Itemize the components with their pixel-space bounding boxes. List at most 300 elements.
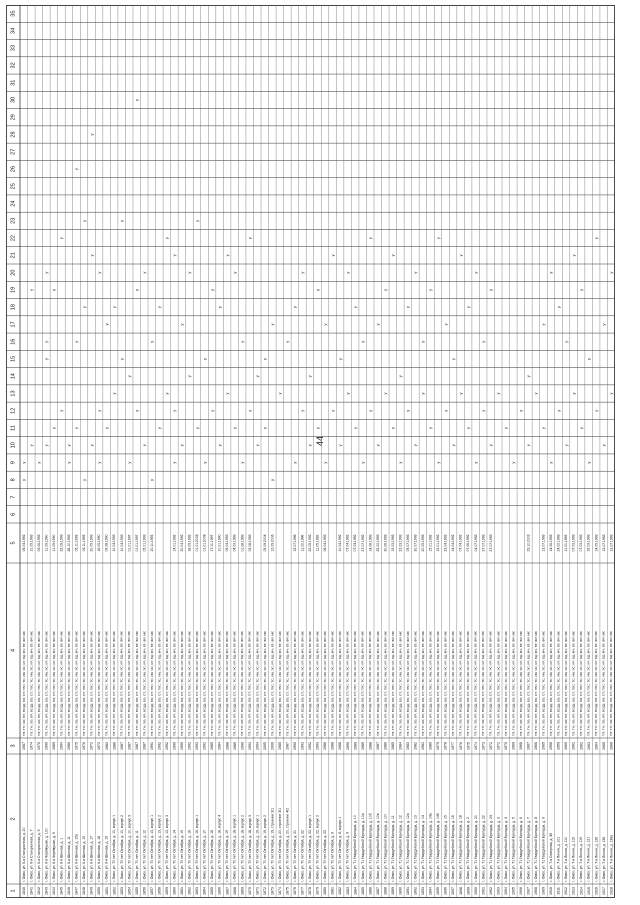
row-address: г. Омск, ул. 7-я Линия, д. 121 (586, 836, 591, 882)
row-mark: у (96, 461, 102, 464)
row-number: 1875 (285, 887, 290, 895)
row-number: 1878 (308, 887, 313, 895)
row-date: 30.07.1993 (413, 534, 418, 552)
row-date: 11.02.1996 (300, 534, 305, 552)
row-elements: ТП; ТН; ЭО; ВР; ВС(Д); ВО; СТ; ГВС; ТС; КМ; ЭС; КР; ВД; ФЧ; ВТ; ФР; МС (413, 630, 418, 736)
row-elements: ТП; ТН; ЭО; ВР; ВС(Д); ВО; СТ; ГВС; ТС; КМ; ЭС; КР; ВД; ФЧ; ВТ; ФР; МС (285, 630, 290, 736)
row-elements: ТП; ТН; ЭО; ВР; ВС(Д); ВО; СТ; ГВС; ТС; КМ; ЭС; КР; ВД; ФЧ; ВТ; ФР; МС (149, 630, 154, 736)
row-mark: у (307, 375, 313, 378)
row-elements: ТП; ТН; ЭО; ВР; ВС(Д); ВО; СТ; ГВС; ТС; КМ; ЭС; КР; ВД; ФЧ; ВТ; ФР; МС (66, 630, 71, 736)
row-number: 1852 (112, 887, 117, 895)
row-date: 15.07.1996 (292, 534, 297, 552)
row-mark: у (81, 478, 87, 481)
row-number: 1910 (549, 887, 554, 895)
row-mark: у (126, 375, 132, 378)
row-number: 1904 (503, 887, 508, 895)
row-mark: у (314, 288, 320, 291)
row-mark: у (284, 340, 290, 343)
row-number: 1892 (413, 887, 418, 895)
row-address: г. Омск, ул. 71 Гвардейской Бригады, д. 12а (405, 813, 410, 882)
row-number: 1863 (195, 887, 200, 895)
row-date: 27.07.1993 (488, 534, 493, 552)
row-year: 1989 (52, 742, 57, 750)
row-mark: у (487, 288, 493, 291)
row-date: 01.01.1997 (127, 534, 132, 552)
row-elements: ТП; ТН; ЭО; ВР; ВС(Д); ВО; СТ; ГВС; ТС; КМ; ЭС; КР; ВД; ФЧ; ВТ; ФР; МС (564, 630, 569, 736)
row-address: г. Омск, ул. 70 лет Октября, д. 16 (187, 830, 192, 882)
row-mark: у (134, 98, 140, 101)
row-elements: ТП; ТН; ЭО; ВР; ВС(Д); ВО; СТ; ГВС; ТС; КМ; ЭС; КР; ВД; ФЧ; ВТ; ФР; МС (556, 630, 561, 736)
row-date: 09.08.1990 (104, 534, 109, 552)
row-number: 1885 (360, 887, 365, 895)
row-mark: у (367, 409, 373, 412)
row-mark: у (593, 237, 599, 240)
row-date: 30.06.1993 (383, 534, 388, 552)
row-year: 1990 (240, 742, 245, 750)
row-year: 1989 (353, 742, 358, 750)
row-number: 1895 (436, 887, 441, 895)
row-number: 1880 (323, 887, 328, 895)
row-number: 1908 (534, 887, 539, 895)
row-number: 1886 (368, 887, 373, 895)
row-elements: ТП; ТН; ЭО; ВР; ВС(Д); ВО; СТ; ГВС; ТС; КМ; ЭС; КР; ВД; ФЧ; ВТ; ФР; МС (112, 630, 117, 736)
row-number: 1858 (157, 887, 162, 895)
row-mark: у (495, 392, 501, 395)
row-number: 1859 (165, 887, 170, 895)
column-header-label: 3 (10, 744, 17, 748)
row-mark: у (179, 444, 185, 447)
row-mark: у (299, 271, 305, 274)
row-mark: у (435, 237, 441, 240)
row-mark: у (435, 461, 441, 464)
row-elements: ТП; ТН; ЭО; ВР; ВС(Д); ВО; СТ; ГВС; ТС; КМ; ЭС; КР; ВД; ФЧ; ВТ; ФР; МС (571, 630, 576, 736)
row-mark: у (472, 271, 478, 274)
column-header-label: 11 (10, 425, 17, 431)
row-address: г. Омск, ул. 71 Гвардейской Бригады, д. 4 (503, 817, 508, 882)
row-mark: у (201, 461, 207, 464)
row-number: 1907 (526, 887, 531, 895)
column-header-label: 33 (10, 45, 17, 52)
row-year: 1965 (541, 742, 546, 750)
row-address: г. Омск, ул. 71 Гвардейской Бригады, д. 16 (451, 815, 456, 882)
row-mark: у (405, 409, 411, 412)
row-year: 1973 (97, 742, 102, 750)
row-number: 1861 (180, 887, 185, 895)
row-date: 10.04.1993 (119, 534, 124, 552)
row-address: г. Омск, ул. 70 лет Октября, д. 6 (330, 832, 335, 882)
row-date: 24.02.1993 (556, 534, 561, 552)
row-elements: ТП; ТН; ЭО; ВР; ВС(Д); ВО; СТ; ГВС; ТС; КМ; ЭС; КР; ВД; ФЧ; ВТ; ФР; МС (270, 630, 275, 736)
row-mark: у (465, 306, 471, 309)
row-date: 14.06.1993 (549, 534, 554, 552)
row-mark: у (382, 288, 388, 291)
row-year: 1963 (586, 742, 591, 750)
row-number: 1898 (458, 887, 463, 895)
row-mark: у (412, 271, 418, 274)
row-year: 1990 (44, 742, 49, 750)
row-mark: у (141, 444, 147, 447)
row-mark: у (186, 375, 192, 378)
row-mark: у (81, 306, 87, 309)
row-address: г. Омск, ул. 70 лет Октября, д. 22 (300, 830, 305, 882)
row-mark: у (600, 323, 606, 326)
row-date: 15.01.1992 (436, 534, 441, 552)
row-date: 07.03.1993 (571, 534, 576, 552)
row-mark: у (103, 323, 109, 326)
row-year: 1962 (579, 742, 584, 750)
row-number: 1903 (496, 887, 501, 895)
row-elements: ТП; ТН; ЭО; ВР; ВС(Д); ВО; СТ; ГВС; ТС; КМ; ЭС; КР; ВД; ФЧ; ВТ; ФР; МС (541, 630, 546, 736)
row-elements: ТП; ТН; ЭО; ВР; ВС(Д); ВО; СТ; ГВС; ТС; КМ; ЭС; КР; ВД; ФЧ; ВТ; ФР; МС (420, 630, 425, 736)
row-mark: у (81, 219, 87, 222)
row-number: 1888 (383, 887, 388, 895)
row-number: 1871 (255, 887, 260, 895)
row-date: 07.04.1992 (458, 534, 463, 552)
column-header-label: 20 (10, 269, 17, 276)
row-year: 2004 (255, 742, 260, 750)
row-mark: у (563, 340, 569, 343)
row-mark: у (352, 306, 358, 309)
row-mark: у (585, 461, 591, 464)
row-number: 1891 (406, 887, 411, 895)
row-elements: ТП; ТН; ЭО; ВР; ВС(Д); ВО; СТ; ГВС; ТС; КМ; ЭС; КР; ВД; ФЧ; ВТ; ФР; МС (458, 630, 463, 736)
column-header-label: 25 (10, 183, 17, 190)
row-elements: ТП; ТН; ЭО; ВР; ВС(Д); ВО; СТ; ГВС; ТС; КМ; ЭС; КР; ВД; ФЧ; ВТ; ФР; МС (277, 630, 282, 736)
row-mark: у (73, 340, 79, 343)
column-header-label: 34 (10, 27, 17, 34)
row-year: 1992 (187, 742, 192, 750)
row-date: 10.01.1990 (217, 534, 222, 552)
row-mark: у (375, 323, 381, 326)
row-mark: у (608, 392, 614, 395)
row-mark: у (231, 427, 237, 430)
row-address: г. Омск, ул. 71 Гвардейской Бригады, д. 10в (375, 813, 380, 882)
row-elements: ТП; ТН; ЭО; ВР; ВС(Д); ВО; СТ; ГВС; ТС; КМ; ЭС; КР; ВД; ФЧ; ВТ; ФР; МС (330, 630, 335, 736)
row-date: 15.03.1993 (390, 534, 395, 552)
row-number: 1855 (134, 887, 139, 895)
row-address: г. Омск, ул. 70 лет Октября, д. 23 (323, 830, 328, 882)
row-address: г. Омск, ул. 71 Гвардейской Бригады, д. 15 (443, 815, 448, 882)
row-mark: у (359, 340, 365, 343)
row-mark: у (292, 306, 298, 309)
row-mark: у (246, 409, 252, 412)
row-number: 1847 (74, 887, 79, 895)
column-header-label: 18 (10, 304, 17, 311)
row-address: г. Омск, ул. 71 Гвардейской Бригады, д. 11 (390, 815, 395, 882)
row-year: 1991 (149, 742, 154, 750)
row-mark: у (344, 271, 350, 274)
row-year: 1990 (180, 742, 185, 750)
row-date: 22.05.1992 (308, 534, 313, 552)
row-address: г. Омск, ул. 6-я Шинная, д. 11 (67, 836, 72, 882)
row-address: г. Омск, ул. 7-я Линия, д. 136 (601, 836, 606, 882)
row-number: 1914 (579, 887, 584, 895)
row-address: г. Омск, ул. 71 Гвардейской Бригады, д. 3 (496, 817, 501, 882)
row-address: г. Омск, ул. 70 лет Октября, д. 18, корпус 1 (232, 814, 237, 882)
row-mark: у (262, 427, 268, 430)
row-mark: у (450, 444, 456, 447)
row-mark: у (194, 219, 200, 222)
row-elements: ТП; ТН; ЭО; ВР; ВС(Д); ВО; СТ; ГВС; ТС; КМ; ЭС; КР; ВД; ФЧ; ВТ; ФР; МС (338, 630, 343, 736)
column-header-label: 8 (10, 478, 17, 482)
row-date: 12.09.2006 (270, 534, 275, 552)
row-mark: у (277, 392, 283, 395)
row-mark: у (457, 392, 463, 395)
column-header-label: 23 (10, 217, 17, 224)
row-date: 07.03.1993 (579, 534, 584, 552)
row-address: г. Омск, ул. 71 Гвардейской Бригады, д. 14б (436, 813, 441, 882)
row-date: 17.11.1997 (210, 534, 215, 552)
row-date: 09.07.1993 (405, 534, 410, 552)
row-year: 1990 (172, 742, 177, 750)
row-address: г. Омск, ул. 71 Гвардейской Бригады, д. 22 (481, 815, 486, 882)
row-number: 1876 (293, 887, 298, 895)
row-date: 22.09.1993 (59, 534, 64, 552)
row-elements: ТП; ТН; ЭО; ВР; ВС(Д); ВО; СТ; ГВС; ТС; КМ; ЭС; КР; ВД; ФЧ; ВТ; ФР; МС (119, 630, 124, 736)
row-elements: ТП; ТН; ЭО; ВР; ВС(Д); ВО; СТ; ГВС; ТС; КМ; ЭС; КР; ВД; ФЧ; ВТ; ФР; МС (36, 630, 41, 736)
row-elements: ТП; ТН; ЭО; ВР; ВС(Д); ВО; СТ; ГВС; ТС; КМ; ЭС; КР; ВД; ФЧ; ВТ; ФР; МС (300, 630, 305, 736)
row-elements: ТП; ТН; ЭО; ВР; ВС(Д); ВО; СТ; ГВС; ТС; КМ; ЭС; КР; ВД; ФЧ; ВТ; ФР; МС (533, 630, 538, 736)
row-address: г. Омск, ул. 6-я Станционная, д. 5 (36, 829, 41, 882)
row-mark: у (593, 409, 599, 412)
row-date: 05.11.1993 (74, 534, 79, 552)
row-date: 11.01.1993 (564, 534, 569, 552)
row-address: г. Омск, ул. 71 Гвардейской Бригады, д. 9 (541, 817, 546, 882)
row-mark: у (21, 461, 27, 464)
row-elements: ТП; ТН; ЭО; ВР; ВС(Д); ВО; СТ; ГВС; ТС; КМ; ЭС; КР; ВД; ФЧ; ВТ; ФР; МС (195, 630, 200, 736)
row-number: 1873 (270, 887, 275, 895)
row-number: 1893 (421, 887, 426, 895)
row-date: 10.05.1993 (29, 534, 34, 552)
row-address: г. Омск, ул. 71 Гвардейской Бригады, д. 2 (466, 817, 471, 882)
row-mark: у (209, 409, 215, 412)
row-elements: ТП; ТН; ЭО; ВР; ВС(Д); ВО; СТ; ГВС; ТС; КМ; ЭС; КР; ВД; ФЧ; ВТ; ФР; МС (232, 630, 237, 736)
row-number: 1851 (104, 887, 109, 895)
row-number: 1906 (519, 887, 524, 895)
row-date: 09.04.1993 (225, 534, 230, 552)
row-year: 1966 (609, 742, 614, 750)
row-date: 16.05.1990 (97, 534, 102, 552)
row-mark: у (28, 444, 34, 447)
row-date: 20.05.1993 (421, 534, 426, 552)
row-address: г. Омск, ул. 70 лет Октября, д. 18, корпус 2 (240, 814, 245, 882)
row-year: 1985 (390, 742, 395, 750)
row-mark: у (224, 254, 230, 257)
column-header-label: 24 (10, 200, 17, 207)
row-year: 1978 (443, 742, 448, 750)
row-number: 1848 (82, 887, 87, 895)
row-date: 15.01.1992 (428, 534, 433, 552)
row-mark: у (269, 323, 275, 326)
row-number: 1887 (375, 887, 380, 895)
column-header-label: 13 (10, 390, 17, 397)
row-mark: у (171, 254, 177, 257)
row-number: 1915 (586, 887, 591, 895)
row-number: 1889 (390, 887, 395, 895)
row-mark: у (28, 288, 34, 291)
row-address: г. Омск, ул. 70 лет Октября, д. 13, корпус 1 (149, 814, 154, 882)
row-year: 1970 (503, 742, 508, 750)
row-address: г. Омск, ул. 70 лет Октября, д. 22, корпус 1 (308, 814, 313, 882)
row-address: г. Омск, ул. 70 лет Октября, д. 10, корпус 2 (119, 814, 124, 882)
row-address: г. Омск, ул. 71 Гвардейской Бригады, д. 8 (534, 817, 539, 882)
row-address: г. Омск, ул. 71 Гвардейской Бригады, д. 14 (421, 815, 426, 882)
row-year: 1979 (436, 742, 441, 750)
row-mark: у (585, 357, 591, 360)
row-elements: ТП; ТН; ЭО; ВР; ВС(Д); ВО; СТ; ГВС; ТС; КМ; ЭС; КР; ВД; ФЧ; ВТ; ФР; МС (375, 630, 380, 736)
row-mark: у (420, 392, 426, 395)
row-year: 1985 (277, 742, 282, 750)
row-mark: у (427, 427, 433, 430)
row-address: г. Омск, ул. 70 лет Октября, д. 18 (210, 830, 215, 882)
row-elements: ТП; ТН; ЭО; ВР; ВС(Д); ВО; СТ; ГВС; ТС; КМ; ЭС; КР; ВД; ФЧ; ВТ; ФР; МС (323, 630, 328, 736)
row-elements: ТП; ТН; ЭО; ВР; ВС(Д); ВО; СТ; ГВС; ТС; КМ; ЭС; КР; ВД; ФЧ; ВТ; ФР; МС (307, 630, 312, 736)
row-date: 01.01.2008 (195, 534, 200, 552)
row-year: 1980 (67, 742, 72, 750)
row-number: 1850 (97, 887, 102, 895)
row-date: 09.04.1992 (21, 534, 26, 552)
row-number: 1868 (232, 887, 237, 895)
row-address: г. Омск, ул. 71 Гвардейской Бригады, д. 13 (413, 815, 418, 882)
column-header-label: 7 (10, 495, 17, 499)
row-mark: у (254, 444, 260, 447)
row-address: г. Омск, ул. 70 лет Октября, д. 9 (345, 832, 350, 882)
row-year: 1993 (315, 742, 320, 750)
row-mark: у (472, 461, 478, 464)
row-year: 1964 (594, 742, 599, 750)
row-mark: у (149, 340, 155, 343)
row-address: г. Омск, ул. 6-я Шинная, д. 15 (82, 836, 87, 882)
row-mark: у (96, 409, 102, 412)
row-mark: у (344, 392, 350, 395)
row-mark: у (329, 254, 335, 257)
row-year: 1968 (519, 742, 524, 750)
row-address: г. Омск, ул. 7-я Линия, д. 101 (556, 836, 561, 882)
row-number: 1890 (398, 887, 403, 895)
row-mark: у (480, 340, 486, 343)
row-address: г. Омск, ул. 70 лет Октября, д. 19 (225, 830, 230, 882)
row-address: г. Омск, ул. 71 Гвардейской Бригады, д. 24 (488, 815, 493, 882)
row-address: г. Омск, ул. 70 лет Октября, д. 22, корпус 2 (315, 814, 320, 882)
row-address: г. Омск, ул. 6-я Черёмушки, д. 9 (51, 832, 56, 882)
column-header-label: 6 (10, 512, 17, 516)
row-mark: у (186, 271, 192, 274)
row-elements: ТП; ТН; ЭО; ВР; ВС(Д); ВО; СТ; ГВС; ТС; КМ; ЭС; КР; ВД; ФЧ; ВТ; ФР; МС (503, 630, 508, 736)
row-number: 1897 (451, 887, 456, 895)
row-address: г. Омск, ул. 70 лет Октября, д. 19, корпус 2 (262, 814, 267, 882)
column-header-label: 5 (10, 541, 17, 545)
column-header-label: 26 (10, 165, 17, 173)
row-mark: у (149, 478, 155, 481)
column-header-label: 17 (10, 321, 17, 328)
row-elements: ТП; ТН; ЭО; ВР; ВС(Д); ВО; СТ; ГВС; ТС; КМ; ЭС; КР; ВД; ФЧ; ВТ; ФР; МС (518, 630, 523, 736)
row-address: г. Омск, ул. 70 лет Октября, д. 14 (172, 830, 177, 882)
row-elements: ТП; ТН; ЭО; ВР; ВС(Д); ВО; СТ; ГВС; ТС; КМ; ЭС; КР; ВД; ФЧ; ВТ; ФР; МС (586, 630, 591, 736)
row-mark: у (194, 427, 200, 430)
row-elements: ТП; ТН; ЭО; ВР; ВС(Д); ВО; СТ; ГВС; ТС; КМ; ЭС; КР; ВД; ФЧ; ВТ; ФР; МС (104, 630, 109, 736)
row-mark: у (322, 323, 328, 326)
row-address: г. Омск, ул. 70 лет Октября, д. 18, корпус 3 (247, 814, 252, 882)
row-elements: ТП; ТН; ЭО; ВР; ВС(Д); ВО; СТ; ГВС; ТС; КМ; ЭС; КР; ВД; ФЧ; ВТ; ФР; МС (360, 630, 365, 736)
row-elements: ТП; ТН; ЭО; ВР; ВС(Д); ВО; СТ; ГВС; ТС; КМ; ЭС; КР; ВД; ФЧ; ВТ; ФР; МС (262, 630, 267, 736)
row-date: 23.04.1992 (443, 534, 448, 552)
row-elements: ТП; ТН; ЭО; ВР; ВС(Д); ВО; СТ; ГВС; ТС; КМ; ЭС; КР; ВД; ФЧ; ВТ; ФР; МС (29, 630, 34, 736)
row-date: 11.09.1990 (51, 534, 56, 552)
row-address: г. Омск, ул. 7-я Линия, д. 115 (571, 837, 576, 882)
row-elements: ТП; ТН; ЭО; ВР; ВС(Д); ВО; СТ; ГВС; ТС; КМ; ЭС; КР; ВД; ФЧ; ВТ; ФР; МС (526, 630, 531, 736)
row-year: 1981 (421, 742, 426, 750)
column-header-label: 15 (10, 355, 17, 363)
row-address: г. Омск, ул. 71 Гвардейской Бригады, д. 7 (526, 817, 531, 882)
row-mark: у (292, 461, 298, 464)
row-year: 1974 (29, 742, 34, 750)
row-year: 1967 (526, 742, 531, 750)
row-mark: у (88, 254, 94, 257)
row-number: 1845 (59, 887, 64, 895)
row-mark: у (548, 461, 554, 464)
row-mark: у (397, 375, 403, 378)
row-mark: у (164, 392, 170, 395)
column-header-label: 32 (10, 62, 17, 69)
row-date: 14.08.1993 (368, 534, 373, 552)
row-mark: у (73, 427, 79, 430)
row-date: 01.08.1993 (240, 534, 245, 552)
row-mark: у (171, 461, 177, 464)
row-date: 04.03.1993 (232, 534, 237, 552)
row-address: г. Омск, ул. 70 лет Октября, д. 15 (180, 830, 185, 882)
row-elements: ТП; ТН; ЭО; ВР; ВС(Д); ВО; СТ; ГВС; ТС; КМ; ЭС; КР; ВД; ФЧ; ВТ; ФР; МС (97, 630, 102, 736)
row-mark: у (43, 357, 49, 360)
row-number: 1911 (556, 887, 561, 895)
row-year: 1993 (195, 742, 200, 750)
row-address: г. Омск, ул. 6-я Шинная, д. 15а (74, 834, 79, 882)
row-address: г. Омск, ул. 7-я Линия, д. 126 (594, 836, 599, 882)
row-elements: ТП; ТН; ЭО; ВР; ВС(Д); ВО; СТ; ГВС; ТС; КМ; ЭС; КР; ВД; ФЧ; ВТ; ФР; МС (142, 630, 147, 736)
row-address: г. Омск, ул. 70 лет Октября, д. 8, корпус 1 (338, 816, 343, 882)
row-mark: у (88, 133, 94, 136)
row-year: 1988 (330, 742, 335, 750)
row-year: 1984 (217, 742, 222, 750)
row-address: г. Омск, ул. 71 Гвардейской Бригады, д. 18 (458, 815, 463, 882)
row-number: 1883 (345, 887, 350, 895)
row-elements: ТП; ТН; ЭО; ВР; ВС(Д); ВО; СТ; ГВС; ТС; КМ; ЭС; КР; ВД; ФЧ; ВТ; ФР; МС (292, 630, 297, 736)
row-date: 04.07.1993 (473, 534, 478, 552)
row-year: 1973 (481, 742, 486, 750)
row-address: г. Омск, ул. 70 лет Октября, д. 10, корпус 1 (112, 814, 117, 882)
row-mark: у (156, 306, 162, 309)
row-mark: у (525, 375, 531, 378)
row-mark: у (578, 288, 584, 291)
row-address: г. Омск, ул. 70 лет Октября, д. 13, корпус 2 (157, 814, 162, 882)
row-date: 07.04.1992 (345, 534, 350, 552)
row-address: г. Омск, ул. 70 лет Октября, д. 20, строение 4/2 (285, 808, 290, 882)
row-date: 01.01.1997 (134, 534, 139, 552)
row-year: 1987 (142, 742, 147, 750)
row-mark: у (262, 357, 268, 360)
row-number: 1917 (601, 887, 606, 895)
row-year: 2006 (270, 742, 275, 750)
row-mark: у (111, 392, 117, 395)
row-mark: у (533, 392, 539, 395)
row-date: 07.04.1992 (353, 534, 358, 552)
row-elements: ТП; ТН; ЭО; ВР; ВС(Д); ВО; СТ; ГВС; ТС; КМ; ЭС; КР; ВД; ФЧ; ВТ; ФР; МС (383, 630, 388, 736)
row-address: г. Омск, ул. 70 лет Октября, д. 20, строение 3/1 (277, 808, 282, 882)
row-elements: ТП; ТН; ЭО; ВР; ВС(Д); ВО; СТ; ГВС; ТС; КМ; ЭС; КР; ВД; ФЧ; ВТ; ФР; МС (179, 630, 184, 736)
row-year: 1971 (496, 742, 501, 750)
row-mark: у (322, 461, 328, 464)
row-number: 1901 (481, 887, 486, 895)
row-year: 1980 (428, 742, 433, 750)
